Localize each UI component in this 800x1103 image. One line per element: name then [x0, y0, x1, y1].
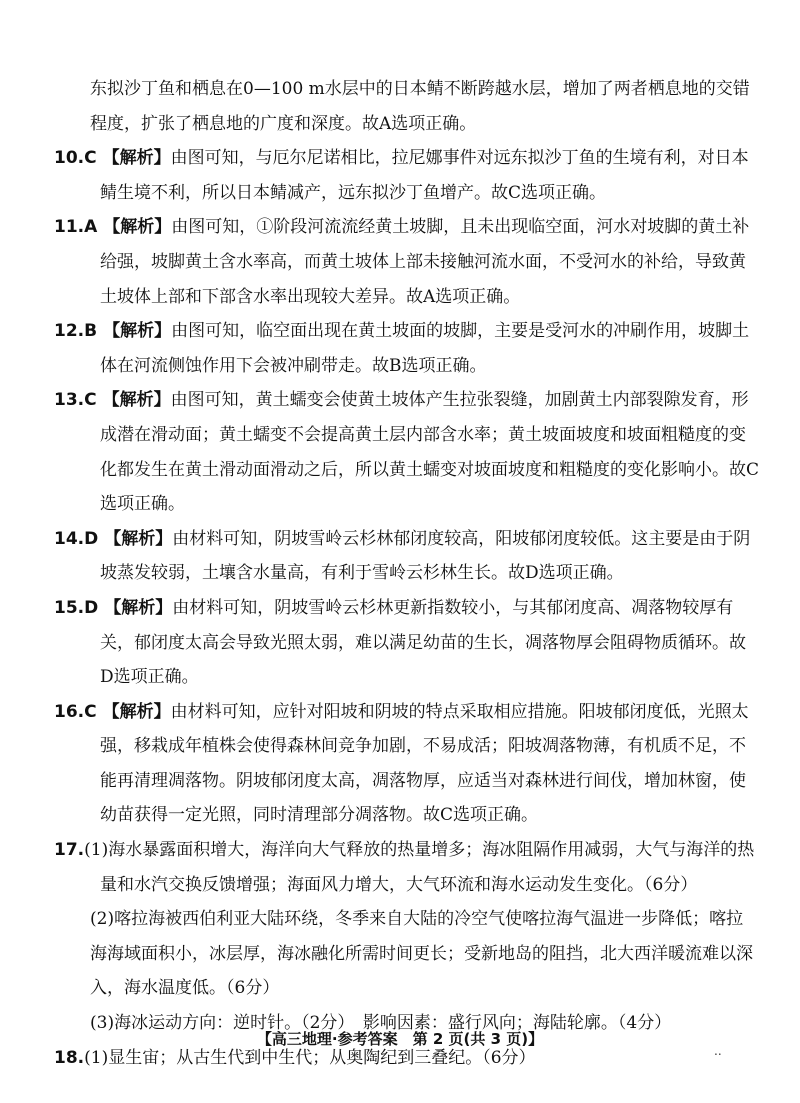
- item-number: 12.: [54, 321, 85, 342]
- part-text: (1)显生宙；从古生代到中生代；从奥陶纪到三叠纪。（6分）: [84, 1047, 536, 1068]
- analysis-text: 由材料可知，阴坡雪岭云杉林郁闭度较高，阳坡郁闭度较低。这主要是由于阴坡蒸发较弱，土壤含水量高，有利于雪岭云杉林生长。故D选项正确。: [100, 528, 751, 584]
- analysis-tag: 【解析】: [104, 597, 173, 618]
- item-number: 10.: [54, 148, 85, 169]
- item-number: 11.: [54, 217, 85, 238]
- answer-item-17-part-1: [54, 833, 759, 902]
- answer-item-12: [54, 314, 759, 383]
- item-answer: D: [84, 597, 99, 618]
- item-number: 14.: [54, 528, 85, 549]
- analysis-tag: 【解析】: [104, 528, 173, 549]
- item-answer: A: [84, 217, 98, 238]
- answer-list: [54, 72, 759, 1075]
- item-answer: C: [84, 390, 97, 411]
- analysis-text: 由材料可知，应针对阳坡和阴坡的特点采取相应措施。阳坡郁闭度低，光照太强，移栽成年植株会使得森林间竞争加剧，不易成活；阳坡凋落物薄，有机质不足，不能再清理凋落物。阴坡郁闭度太高，凋落物厚，应适当对森林进行间伐，增加林窗，使幼苗获得一定光照，同时清理部分凋落物。故C选项正确。: [100, 701, 749, 826]
- page-footer: 【高三地理·参考答案 第 2 页(共 3 页)】: [256, 1030, 544, 1048]
- analysis-tag: 【解析】: [102, 390, 171, 411]
- analysis-tag: 【解析】: [103, 217, 172, 238]
- part-text: (1)海水暴露面积增大，海洋向大气释放的热量增多；海冰阻隔作用减弱，大气与海洋的热量和水汽交换反馈增强；海面风力增大，大气环流和海水运动发生变化。（6分）: [84, 840, 755, 895]
- item-answer: C: [84, 148, 97, 169]
- item-number: 16.: [54, 701, 85, 722]
- answer-item-16: [54, 695, 759, 833]
- answer-item-17-part-3: (3)海冰运动方向：逆时针。（2分） 影响因素：盛行风向；海陆轮廓。（4分）: [90, 1013, 672, 1034]
- item-number: 15.: [54, 597, 85, 618]
- continuation-text: 东拟沙丁鱼和栖息在0—100 m水层中的日本鲭不断跨越水层，增加了两者栖息地的交错程度，扩张了栖息地的广度和深度。故A选项正确。: [90, 79, 750, 134]
- analysis-text: 由图可知，①阶段河流流经黄土坡脚，且未出现临空面，河水对坡脚的黄土补给强，坡脚黄土含水率高，而黄土坡体上部未接触河流水面，不受河水的补给，导致黄土坡体上部和下部含水率出现较大差异。故A选项正确。: [100, 217, 750, 307]
- analysis-text: 由图可知，黄土蠕变会使黄土坡体产生拉张裂缝，加剧黄土内部裂隙发育，形成潜在滑动面；黄土蠕变不会提高黄土层内部含水率；黄土坡面坡度和坡面粗糙度的变化都发生在黄土滑动面滑动之后，所以黄土蠕变对坡面坡度和粗糙度的变化影响小。故C选项正确。: [100, 390, 760, 515]
- answer-item-17-part-2: (2)喀拉海被西伯利亚大陆环绕，冬季来自大陆的冷空气使喀拉海气温进一步降低；喀拉海海域面积小，冰层厚，海冰融化所需时间更长；受新地岛的阻挡，北大西洋暖流难以深入，海水温度低。（6分）: [90, 909, 753, 999]
- answer-item-13: [54, 383, 759, 521]
- answer-item-11: [54, 210, 759, 314]
- answer-item-10: [54, 141, 759, 210]
- analysis-tag: 【解析】: [103, 321, 172, 342]
- corner-mark: ..: [714, 1044, 722, 1058]
- analysis-text: 由图可知，临空面出现在黄土坡面的坡脚，主要是受河水的冲刷作用，坡脚土体在河流侧蚀作用下会被冲刷带走。故B选项正确。: [100, 321, 750, 376]
- answer-item-14: [54, 522, 759, 591]
- item-number: 18.: [54, 1047, 85, 1068]
- analysis-tag: 【解析】: [102, 701, 171, 722]
- analysis-tag: 【解析】: [102, 148, 171, 169]
- item-answer: B: [84, 321, 98, 342]
- answer-item-15: [54, 591, 759, 695]
- item-number: 17.: [54, 840, 85, 861]
- analysis-text: 由材料可知，阴坡雪岭云杉林更新指数较小，与其郁闭度高、凋落物较厚有关，郁闭度太高会导致光照太弱，难以满足幼苗的生长，凋落物厚会阻碍物质循环。故D选项正确。: [100, 597, 746, 688]
- item-answer: D: [84, 528, 99, 549]
- item-answer: C: [84, 701, 97, 722]
- analysis-text: 由图可知，与厄尔尼诺相比，拉尼娜事件对远东拟沙丁鱼的生境有利，对日本鲭生境不利，所以日本鲭减产，远东拟沙丁鱼增产。故C选项正确。: [100, 148, 749, 203]
- item-number: 13.: [54, 390, 85, 411]
